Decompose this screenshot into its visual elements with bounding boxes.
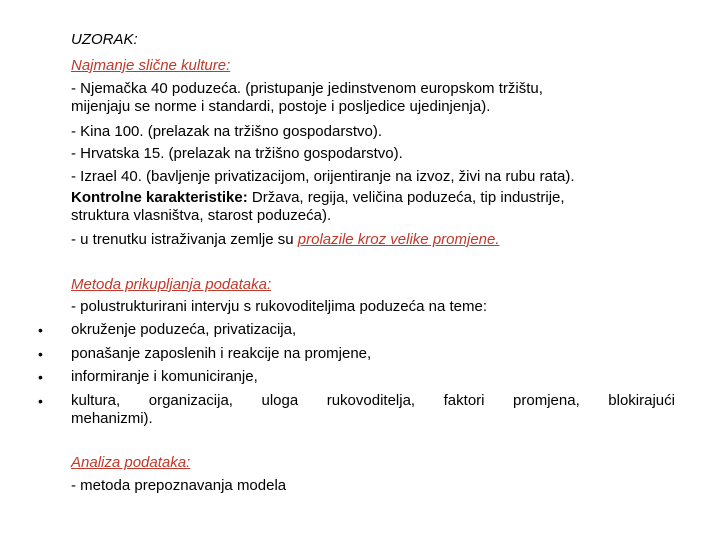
data-analysis-heading: Analiza podataka: bbox=[71, 454, 191, 471]
sample-heading: UZORAK: bbox=[71, 31, 138, 48]
china-line: - Kina 100. (prelazak na tržišno gospodarstvo). bbox=[71, 123, 382, 140]
culture-word: rukovoditelja, bbox=[326, 392, 416, 409]
bullet-item-behaviour: ponašanje zaposlenih i reakcije na promjene, bbox=[71, 345, 372, 362]
bullet-item-culture-line-2: mehanizmi). bbox=[71, 410, 153, 427]
bullet-marker: • bbox=[38, 322, 43, 338]
data-collection-heading: Metoda prikupljanja podataka: bbox=[71, 276, 272, 293]
germany-line-1: - Njemačka 40 poduzeća. (pristupanje jedinstvenom europskom tržištu, bbox=[71, 80, 543, 97]
bullet-item-environment: okruženje poduzeća, privatizacija, bbox=[71, 321, 297, 338]
culture-word: uloga bbox=[261, 392, 299, 409]
interview-intro: - polustrukturirani intervju s rukovoditeljima poduzeća na teme: bbox=[71, 298, 488, 315]
bullet-marker: • bbox=[38, 369, 43, 385]
control-characteristics-line bbox=[71, 189, 565, 207]
culture-word: kultura, bbox=[71, 392, 121, 409]
culture-word: faktori bbox=[443, 392, 485, 409]
israel-line: - Izrael 40. (bavljenje privatizacijom, orijentiranje na izvoz, živi na rubu rata). bbox=[71, 168, 575, 185]
culture-word: blokirajući bbox=[608, 392, 675, 409]
bullet-marker: • bbox=[38, 393, 43, 409]
control-characteristics-label: Kontrolne karakteristike: bbox=[71, 189, 248, 206]
pattern-recognition-method: - metoda prepoznavanja modela bbox=[71, 477, 287, 494]
moment-line bbox=[71, 231, 500, 249]
bullet-marker: • bbox=[38, 346, 43, 362]
least-similar-cultures-heading: Najmanje slične kulture: bbox=[71, 57, 231, 74]
great-changes-highlight: prolazile kroz velike promjene. bbox=[297, 231, 500, 248]
control-characteristics-text: Država, regija, veličina poduzeća, tip industrije, bbox=[247, 189, 565, 206]
germany-line-2: mijenjaju se norme i standardi, postoje i posljedice ujedinjenja). bbox=[71, 98, 491, 115]
bullet-item-culture bbox=[71, 392, 675, 410]
culture-word: promjena, bbox=[513, 392, 580, 409]
bullet-item-communication: informiranje i komuniciranje, bbox=[71, 368, 258, 385]
culture-word: organizacija, bbox=[148, 392, 233, 409]
croatia-line: - Hrvatska 15. (prelazak na tržišno gospodarstvo). bbox=[71, 145, 403, 162]
moment-prefix: - u trenutku istraživanja zemlje su bbox=[71, 231, 298, 248]
control-characteristics-line-2: struktura vlasništva, starost poduzeća). bbox=[71, 207, 332, 224]
